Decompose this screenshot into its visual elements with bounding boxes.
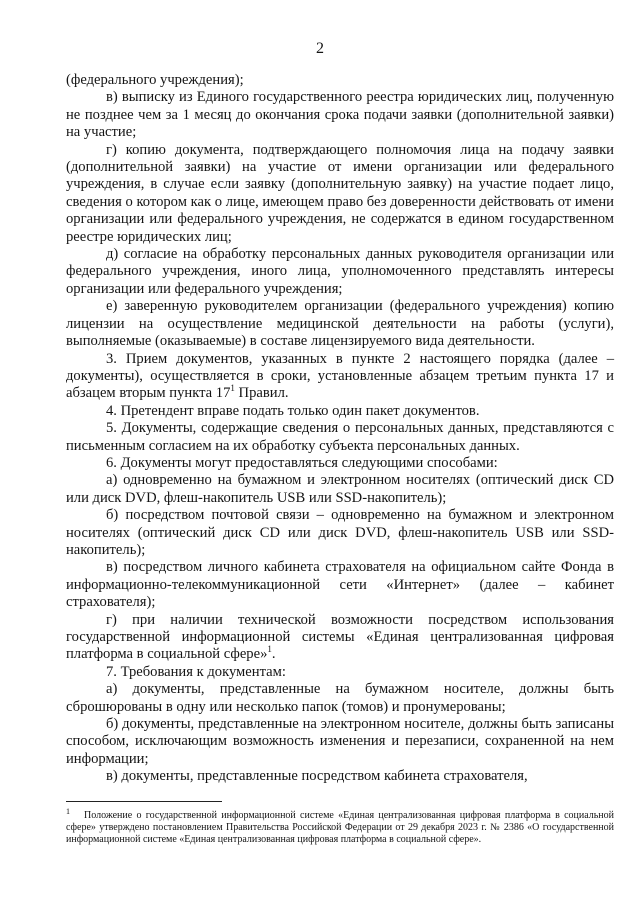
footnote-divider	[66, 801, 222, 802]
footnote-ref: 1	[267, 644, 272, 655]
paragraph-7-item-v: в) документы, представленные посредством кабинета страхователя,	[106, 768, 528, 785]
footnote-ref: 1	[230, 383, 235, 394]
footnote-text: Положение о государственной информационной системе «Единая централизованная цифровая платформа в социальной сфере» утверждено постановлением Правительства Российской Федерации от 29 декабря 2023 г. № 2386 «О государственной информационной системе «Единая централизованная цифровая платформа в социальной сфере».	[66, 810, 614, 846]
page-number: 2	[316, 40, 324, 57]
paragraph-6-item-g	[66, 612, 614, 664]
paragraph-item-v: в) выписку из Единого государственного реестра юридических лиц, полученную не позднее чем за 1 месяц до окончания срока подачи заявки (дополнительной заявки) на участие;	[66, 89, 614, 141]
paragraph-7-item-b: б) документы, представленные на электронном носителе, должны быть записаны способом, исключающим возможность изменения и перезаписи, сохраненной на нем информации;	[66, 716, 614, 767]
paragraph-clause-4: 4. Претендент вправе подать только один пакет документов.	[106, 402, 480, 419]
paragraph-continuation: (федерального учреждения);	[66, 72, 244, 88]
clause-3-text: 3. Прием документов, указанных в пункте 2 настоящего порядка (далее – документы), осуществляется в сроки, установленные абзацем третьим пункта 17 и абзацем вторым пункта 17	[66, 350, 614, 402]
item-g-text: г) при наличии технической возможности посредством использования государственной информационной системы «Единая централизованная цифровая платформа в социальной сфере»	[66, 611, 614, 663]
clause-3-tail: Правил.	[234, 385, 289, 402]
paragraph-clause-7: 7. Требования к документам:	[106, 663, 286, 680]
footnote-marker: 1	[66, 806, 70, 816]
paragraph-6-item-a: а) одновременно на бумажном и электронном носителях (оптический диск CD или диск DVD, флеш-накопитель USB или SSD-накопитель);	[66, 472, 614, 506]
paragraph-item-e: е) заверенную руководителем организации (федерального учреждения) копию лицензии на осуществление медицинской деятельности на работы (услуги), выполняемые (оказываемые) в составе лицензируемого вида деятельности.	[66, 298, 614, 350]
paragraph-6-item-v: в) посредством личного кабинета страхователя на официальном сайте Фонда в информационно-телекоммуникационной сети «Интернет» (далее – кабинет страхователя);	[66, 559, 614, 611]
item-g-tail: .	[271, 646, 276, 663]
paragraph-clause-6: 6. Документы могут предоставляться следующими способами:	[106, 454, 498, 471]
paragraph-clause-5: 5. Документы, содержащие сведения о персональных данных, представляются с письменным согласием на их обработку субъекта персональных данных.	[66, 420, 614, 454]
paragraph-item-g: г) копию документа, подтверждающего полномочия лица на подачу заявки (дополнительной заявки) на участие от имени организации или федерального учреждения, в случае если заявку (дополнительную заявку) на участие подает лицо, сведения о котором как о лице, имеющем право без доверенности действовать от имени организации или федерального учреждения, не содержатся в едином государственном реестре юридических лиц;	[66, 141, 614, 245]
paragraph-6-item-b: б) посредством почтовой связи – одновременно на бумажном и электронном носителях (оптический диск CD или диск DVD, флеш-накопитель USB или SSD-накопитель);	[66, 507, 614, 558]
paragraph-7-item-a: а) документы, представленные на бумажном носителе, должны быть сброшюрованы в одну или несколько папок (томов) и пронумерованы;	[66, 681, 614, 715]
paragraph-clause-3	[66, 351, 614, 403]
paragraph-item-d: д) согласие на обработку персональных данных руководителя организации или федерального учреждения, иного лица, уполномоченного представлять интересы организации или федерального учреждения;	[66, 246, 614, 297]
body-text	[66, 72, 614, 786]
footnote	[66, 806, 614, 847]
